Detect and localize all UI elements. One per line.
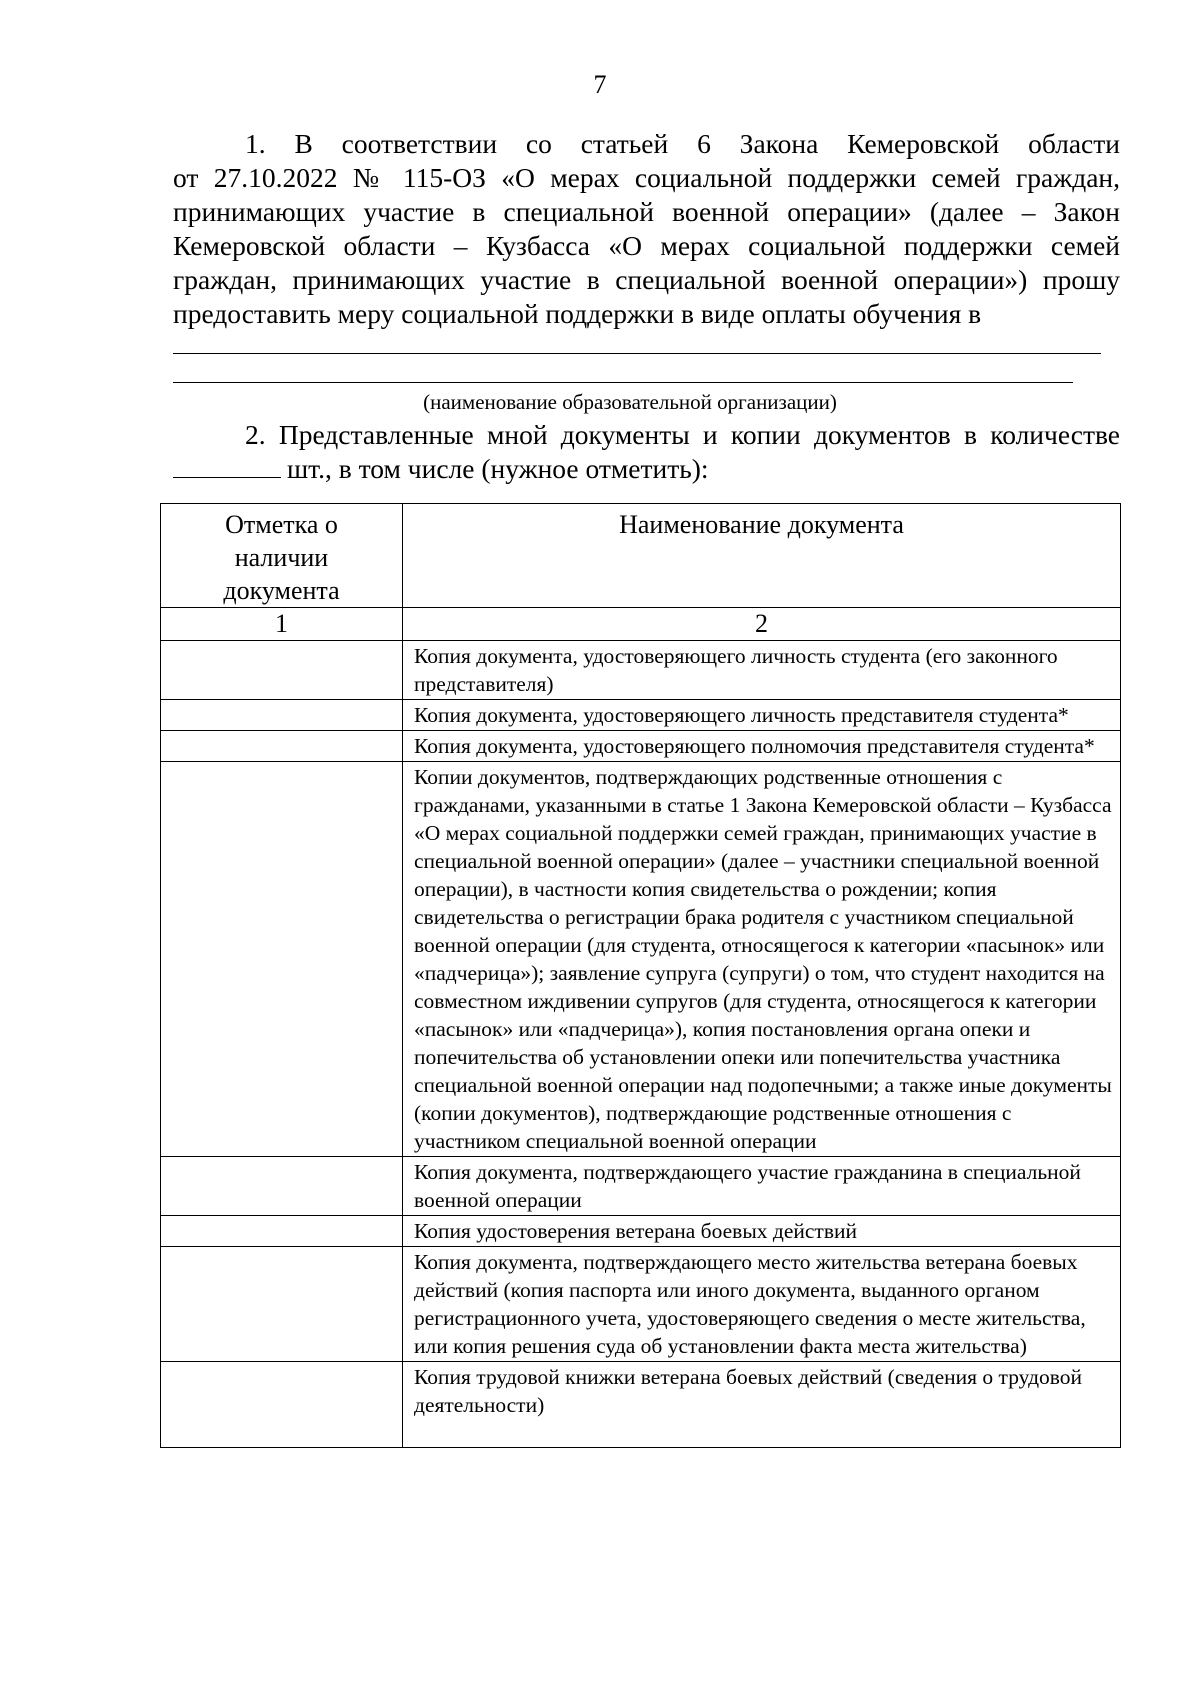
table-row (161, 1157, 1121, 1216)
paragraph-documents (173, 418, 1120, 486)
document-name-cell: Копия удостоверения ветерана боевых действий (403, 1216, 1121, 1247)
org-name-caption: (наименование образовательной организации) (423, 390, 837, 414)
paragraph-line (173, 452, 1120, 486)
table-row (161, 1362, 1121, 1448)
mark-cell[interactable] (161, 1216, 403, 1247)
mark-cell[interactable] (161, 762, 403, 1157)
org-name-field-line-1[interactable] (173, 353, 1101, 354)
mark-cell[interactable] (161, 641, 403, 700)
paragraph-line: 2. Представленные мной документы и копии документов в количестве (245, 419, 1120, 450)
table-row (161, 731, 1121, 762)
table-column-numbers-row (161, 608, 1121, 641)
paragraph-request (173, 127, 1120, 331)
header-document-name: Наименование документа (403, 504, 1121, 608)
document-name-cell: Копия документа, удостоверяющего личность студента (его законного представителя) (403, 641, 1121, 700)
paragraph-line: от 27.10.2022 № 115-ОЗ «О мерах социальной поддержки семей граждан, (173, 162, 1120, 193)
paragraph-line: Кемеровской области – Кузбасса «О мерах социальной поддержки семей (173, 230, 1120, 261)
document-name-cell: Копия документа, удостоверяющего личность представителя студента* (403, 700, 1121, 731)
mark-cell[interactable] (161, 731, 403, 762)
document-name-cell: Копия документа, удостоверяющего полномочия представителя студента* (403, 731, 1121, 762)
document-name-cell: Копия документа, подтверждающего место жительства ветерана боевых действий (копия паспорта или иного документа, выданного органом регистрационного учета, удостоверяющего сведения о месте жительства, или копия решения суда об установлении факта места жительства) (403, 1247, 1121, 1362)
paragraph-line: 1. В соответствии со статьей 6 Закона Кемеровской области (245, 128, 1120, 159)
org-name-field-line-2[interactable] (173, 382, 1073, 383)
paragraph-line: предоставить меру социальной поддержки в виде оплаты обучения в (173, 298, 982, 329)
table-row (161, 1247, 1121, 1362)
table-row (161, 700, 1121, 731)
mark-cell[interactable] (161, 1362, 403, 1448)
document-name-cell: Копия трудовой книжки ветерана боевых действий (сведения о трудовой деятельности) (403, 1362, 1121, 1448)
documents-table (160, 503, 1121, 1448)
mark-cell[interactable] (161, 1157, 403, 1216)
page-number: 7 (593, 70, 607, 99)
mark-cell[interactable] (161, 700, 403, 731)
document-count-suffix: шт., в том числе (нужное отметить): (287, 453, 709, 484)
column-number: 2 (403, 608, 1121, 641)
table-row (161, 1216, 1121, 1247)
table-header-row (161, 504, 1121, 608)
document-name-cell: Копия документа, подтверждающего участие гражданина в специальной военной операции (403, 1157, 1121, 1216)
table-row (161, 762, 1121, 1157)
mark-cell[interactable] (161, 1247, 403, 1362)
table-row (161, 641, 1121, 700)
document-count-field[interactable] (173, 453, 281, 478)
column-number: 1 (161, 608, 403, 641)
document-name-cell: Копии документов, подтверждающих родственные отношения с гражданами, указанными в статье 1 Закона Кемеровской области – Кузбасса «О мерах социальной поддержки семей граждан, принимающих участие в специальной военной операции» (далее – участники специальной военной операции), в частности копия свидетельства о рождении; копия свидетельства о регистрации брака родителя с участником специальной военной операции (для студента, относящегося к категории «пасынок» или «падчерица»); заявление супруга (супруги) о том, что студент находится на совместном иждивении супругов (для студента, относящегося к категории «пасынок» или «падчерица»), копия постановления органа опеки и попечительства об установлении опеки или попечительства участника специальной военной операции над подопечными; а также иные документы (копии документов), подтверждающие родственные отношения с участником специальной военной операции (403, 762, 1121, 1157)
paragraph-line: граждан, принимающих участие в специальной военной операции») прошу (173, 264, 1120, 295)
header-mark: Отметка о наличии документа (161, 504, 403, 608)
paragraph-line: принимающих участие в специальной военной операции» (далее – Закон (173, 196, 1120, 227)
